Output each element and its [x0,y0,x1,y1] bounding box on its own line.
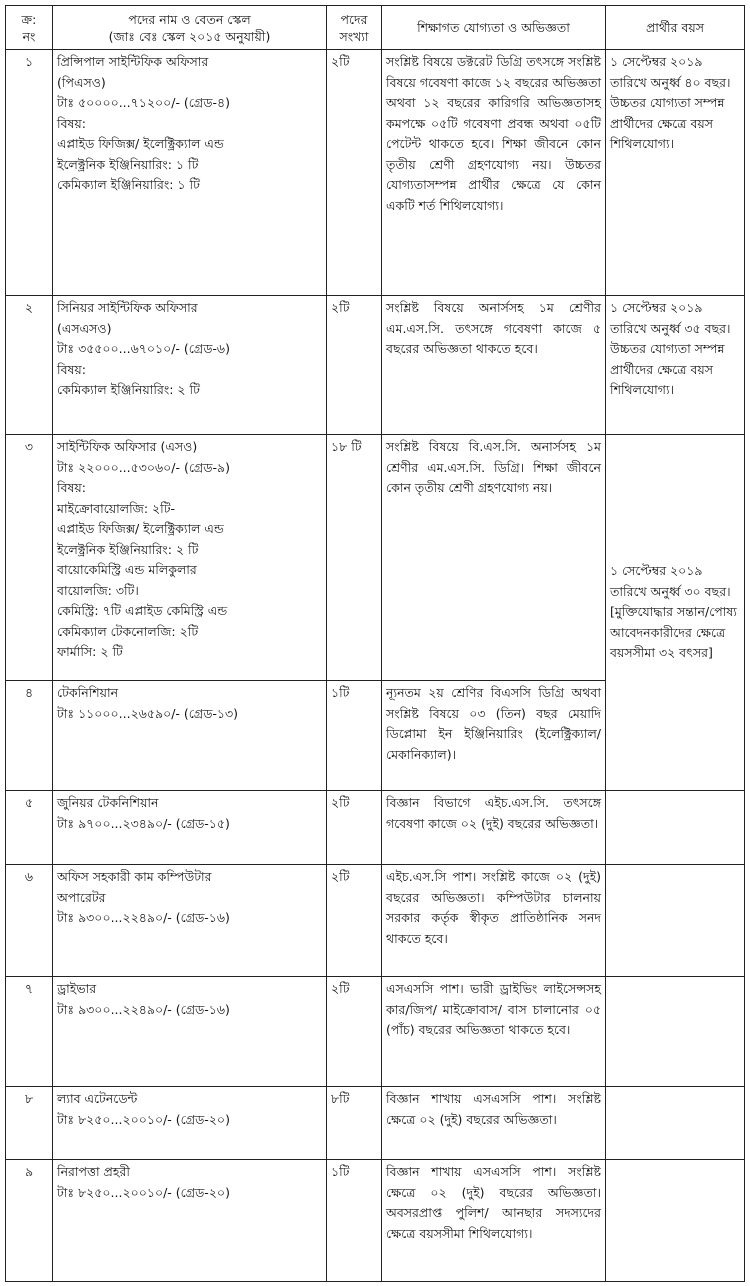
qualification-cell: বিজ্ঞান শাখায় এসএসসি পাশ। সংশ্লিষ্ট ক্ষেত্রে ০২ (দুই) বছরের অভিজ্ঞতা। [382,1087,606,1160]
qualification-cell: বিজ্ঞান শাখায় এসএসসি পাশ। সংশ্লিষ্ট ক্ষেত্রে ০২ (দুই) বছরের অভিজ্ঞতা। অবসরপ্রাপ্ত পুলিশ/ আনছার সদস্যদের ক্ষেত্রে বয়সসীমা শিথিলযোগ্য। [382,1160,606,1282]
post-cell: প্রিন্সিপাল সাইন্টিফিক অফিসার (পিএসও) টাঃ ৫০০০০...৭১২০০/- (গ্রেড-৪) বিষয়: এপ্লাইড ফিজিক্স/ ইলেক্ট্রিক্যাল এন্ড ইলেক্ট্রনিক ইঞ্জিনিয়ারিং: ১ টি কেমিক্যাল ইঞ্জিনিয়ারিং: ১ টি [53,50,327,296]
header-row [6,6,745,50]
table-row [6,977,745,1087]
table-row [6,1087,745,1160]
table-row [6,1160,745,1282]
count-cell: ৮টি [327,1087,382,1160]
table-row [6,50,745,296]
empty-age-cell [606,865,745,977]
serial-cell: ৭ [6,977,53,1087]
count-cell: ১টি [327,1160,382,1282]
header-post-count: পদের সংখ্যা [327,6,382,50]
qualification-cell: এইচ.এস.সি পাশ। সংশ্লিষ্ট কাজে ০২ (দুই) বছরের অভিজ্ঞতা। কম্পিউটার চালনায় সরকার কর্তৃক স্বীকৃত প্রাতিষ্ঠানিক সনদ থাকতে হবে। [382,865,606,977]
shared-age-cell: ১ সেপ্টেম্বর ২০১৯ তারিখে অনুর্ধ্ব ৩০ বছর। [মুক্তিযোদ্ধার সন্তান/পোষ্য আবেদনকারীদের ক্ষেত্রে বয়সসীমা ৩২ বৎসর] [606,435,745,791]
qualification-cell: বিজ্ঞান বিভাগে এইচ.এস.সি. তৎসঙ্গে গবেষণা কাজে ০২ (দুই) বছরের অভিজ্ঞতা। [382,791,606,865]
table-row [6,791,745,865]
qualification-cell: সংশ্লিষ্ট বিষয়ে বি.এস.সি. অনার্সসহ ১ম শ্রেণীর এম.এস.সি. ডিগ্রি। শিক্ষা জীবনে কোন তৃতীয় শ্রেণী গ্রহণযোগ্য নয়। [382,435,606,681]
qualification-cell: ন্যূনতম ২য় শ্রেণির বিএসসি ডিগ্রি অথবা সংশ্লিষ্ট বিষয়ে ০৩ (তিন) বছর মেয়াদি ডিপ্লোমা ইন ইঞ্জিনিয়ারিং (ইলেক্ট্রিক্যাল/ মেকানিক্যাল)। [382,681,606,791]
serial-cell: ৪ [6,681,53,791]
post-cell: সাইন্টিফিক অফিসার (এসও) টাঃ ২২০০০...৫৩০৬০/- (গ্রেড-৯) বিষয়: মাইক্রোবায়োলজি: ২টি- এপ্লাইড ফিজিক্স/ ইলেক্ট্রিক্যাল এন্ড ইলেক্ট্রনিক ইঞ্জিনিয়ারিং: ২ টি বায়োকেমিস্ট্রি এন্ড মলিকুলার বায়োলজি: ৩টি। কেমিস্ট্রি: ৭টি এপ্লাইড কেমিস্ট্রি এন্ড কেমিক্যাল টেকনোলজি: ২টি ফার্মাসি: ২ টি [53,435,327,681]
header-qualification: শিক্ষাগত যোগ্যতা ও অভিজ্ঞতা [382,6,606,50]
serial-cell: ৯ [6,1160,53,1282]
post-cell: সিনিয়র সাইন্টিফিক অফিসার (এসএসও) টাঃ ৩৫৫০০...৬৭০১০/- (গ্রেড-৬) বিষয়: কেমিক্যাল ইঞ্জিনিয়ারিং: ২ টি [53,296,327,435]
qualification-cell: সংশ্লিষ্ট বিষয়ে অনার্সসহ ১ম শ্রেণীর এম.এস.সি. তৎসঙ্গে গবেষণা কাজে ৫ বছরের অভিজ্ঞতা থাকতে হবে। [382,296,606,435]
count-cell: ২টি [327,791,382,865]
serial-cell: ২ [6,296,53,435]
job-circular-table [5,5,745,1282]
serial-cell: ৬ [6,865,53,977]
serial-cell: ৫ [6,791,53,865]
empty-age-cell [606,1087,745,1160]
count-cell: ২টি [327,865,382,977]
count-cell: ২টি [327,977,382,1087]
age-cell: ১ সেপ্টেম্বর ২০১৯ তারিখে অনুর্ধ্ব ৩৫ বছর। উচ্চতর যোগ্যতা সম্পন্ন প্রার্থীদের ক্ষেত্রে বয়স শিথিলযোগ্য। [606,296,745,435]
table-row [6,296,745,435]
post-cell: জুনিয়র টেকনিশিয়ান টাঃ ৯৭০০...২৩৪৯০/- (গ্রেড-১৫) [53,791,327,865]
post-cell: টেকনিশিয়ান টাঃ ১১০০০...২৬৫৯০/- (গ্রেড-১৩) [53,681,327,791]
qualification-cell: সংশ্লিষ্ট বিষয়ে ডক্টরেট ডিগ্রি তৎসঙ্গে সংশ্লিষ্ট বিষয়ে গবেষণা কাজে ১২ বছরের অভিজ্ঞতা অথবা ১২ বছরের কারিগরি অভিজ্ঞতাসহ কমপক্ষে ০৫টি গবেষণা প্রবন্ধ অথবা ০৫টি পেটেন্ট থাকতে হবে। শিক্ষা জীবনে কোন তৃতীয় শ্রেণী গ্রহণযোগ্য নয়। উচ্চতর যোগ্যতাসম্পন্ন প্রার্থীর ক্ষেত্রে যে কোন একটি শর্ত শিথিলযোগ্য। [382,50,606,296]
serial-cell: ৮ [6,1087,53,1160]
header-age: প্রার্থীর বয়স [606,6,745,50]
empty-age-cell [606,1160,745,1282]
count-cell: ১টি [327,681,382,791]
post-cell: অফিস সহকারী কাম কম্পিউটার অপারেটর টাঃ ৯৩০০...২২৪৯০/- (গ্রেড-১৬) [53,865,327,977]
table-row [6,865,745,977]
qualification-cell: এসএসসি পাশ। ভারী ড্রাইভিং লাইসেন্সসহ কার/জিপ/ মাইক্রোবাস/ বাস চালানোর ০৫ (পাঁচ) বছরের অভিজ্ঞতা থাকতে হবে। [382,977,606,1087]
count-cell: ২টি [327,296,382,435]
count-cell: ২টি [327,50,382,296]
serial-cell: ১ [6,50,53,296]
header-serial: ক্র: নং [6,6,53,50]
count-cell: ১৮ টি [327,435,382,681]
header-post-name-pay-scale: পদের নাম ও বেতন স্কেল (জাঃ বেঃ স্কেল ২০১৫ অনুযায়ী) [53,6,327,50]
post-cell: ল্যাব এটেনডেন্ট টাঃ ৮২৫০...২০০১০/- (গ্রেড-২০) [53,1087,327,1160]
post-cell: নিরাপত্তা প্রহরী টাঃ ৮২৫০...২০০১০/- (গ্রেড-২০) [53,1160,327,1282]
empty-age-cell [606,791,745,865]
age-cell: ১ সেপ্টেম্বর ২০১৯ তারিখে অনুর্ধ্ব ৪০ বছর। উচ্চতর যোগ্যতা সম্পন্ন প্রার্থীদের ক্ষেত্রে বয়স শিথিলযোগ্য। [606,50,745,296]
serial-cell: ৩ [6,435,53,681]
post-cell: ড্রাইভার টাঃ ৯৩০০...২২৪৯০/- (গ্রেড-১৬) [53,977,327,1087]
empty-age-cell [606,977,745,1087]
table-row [6,435,745,681]
